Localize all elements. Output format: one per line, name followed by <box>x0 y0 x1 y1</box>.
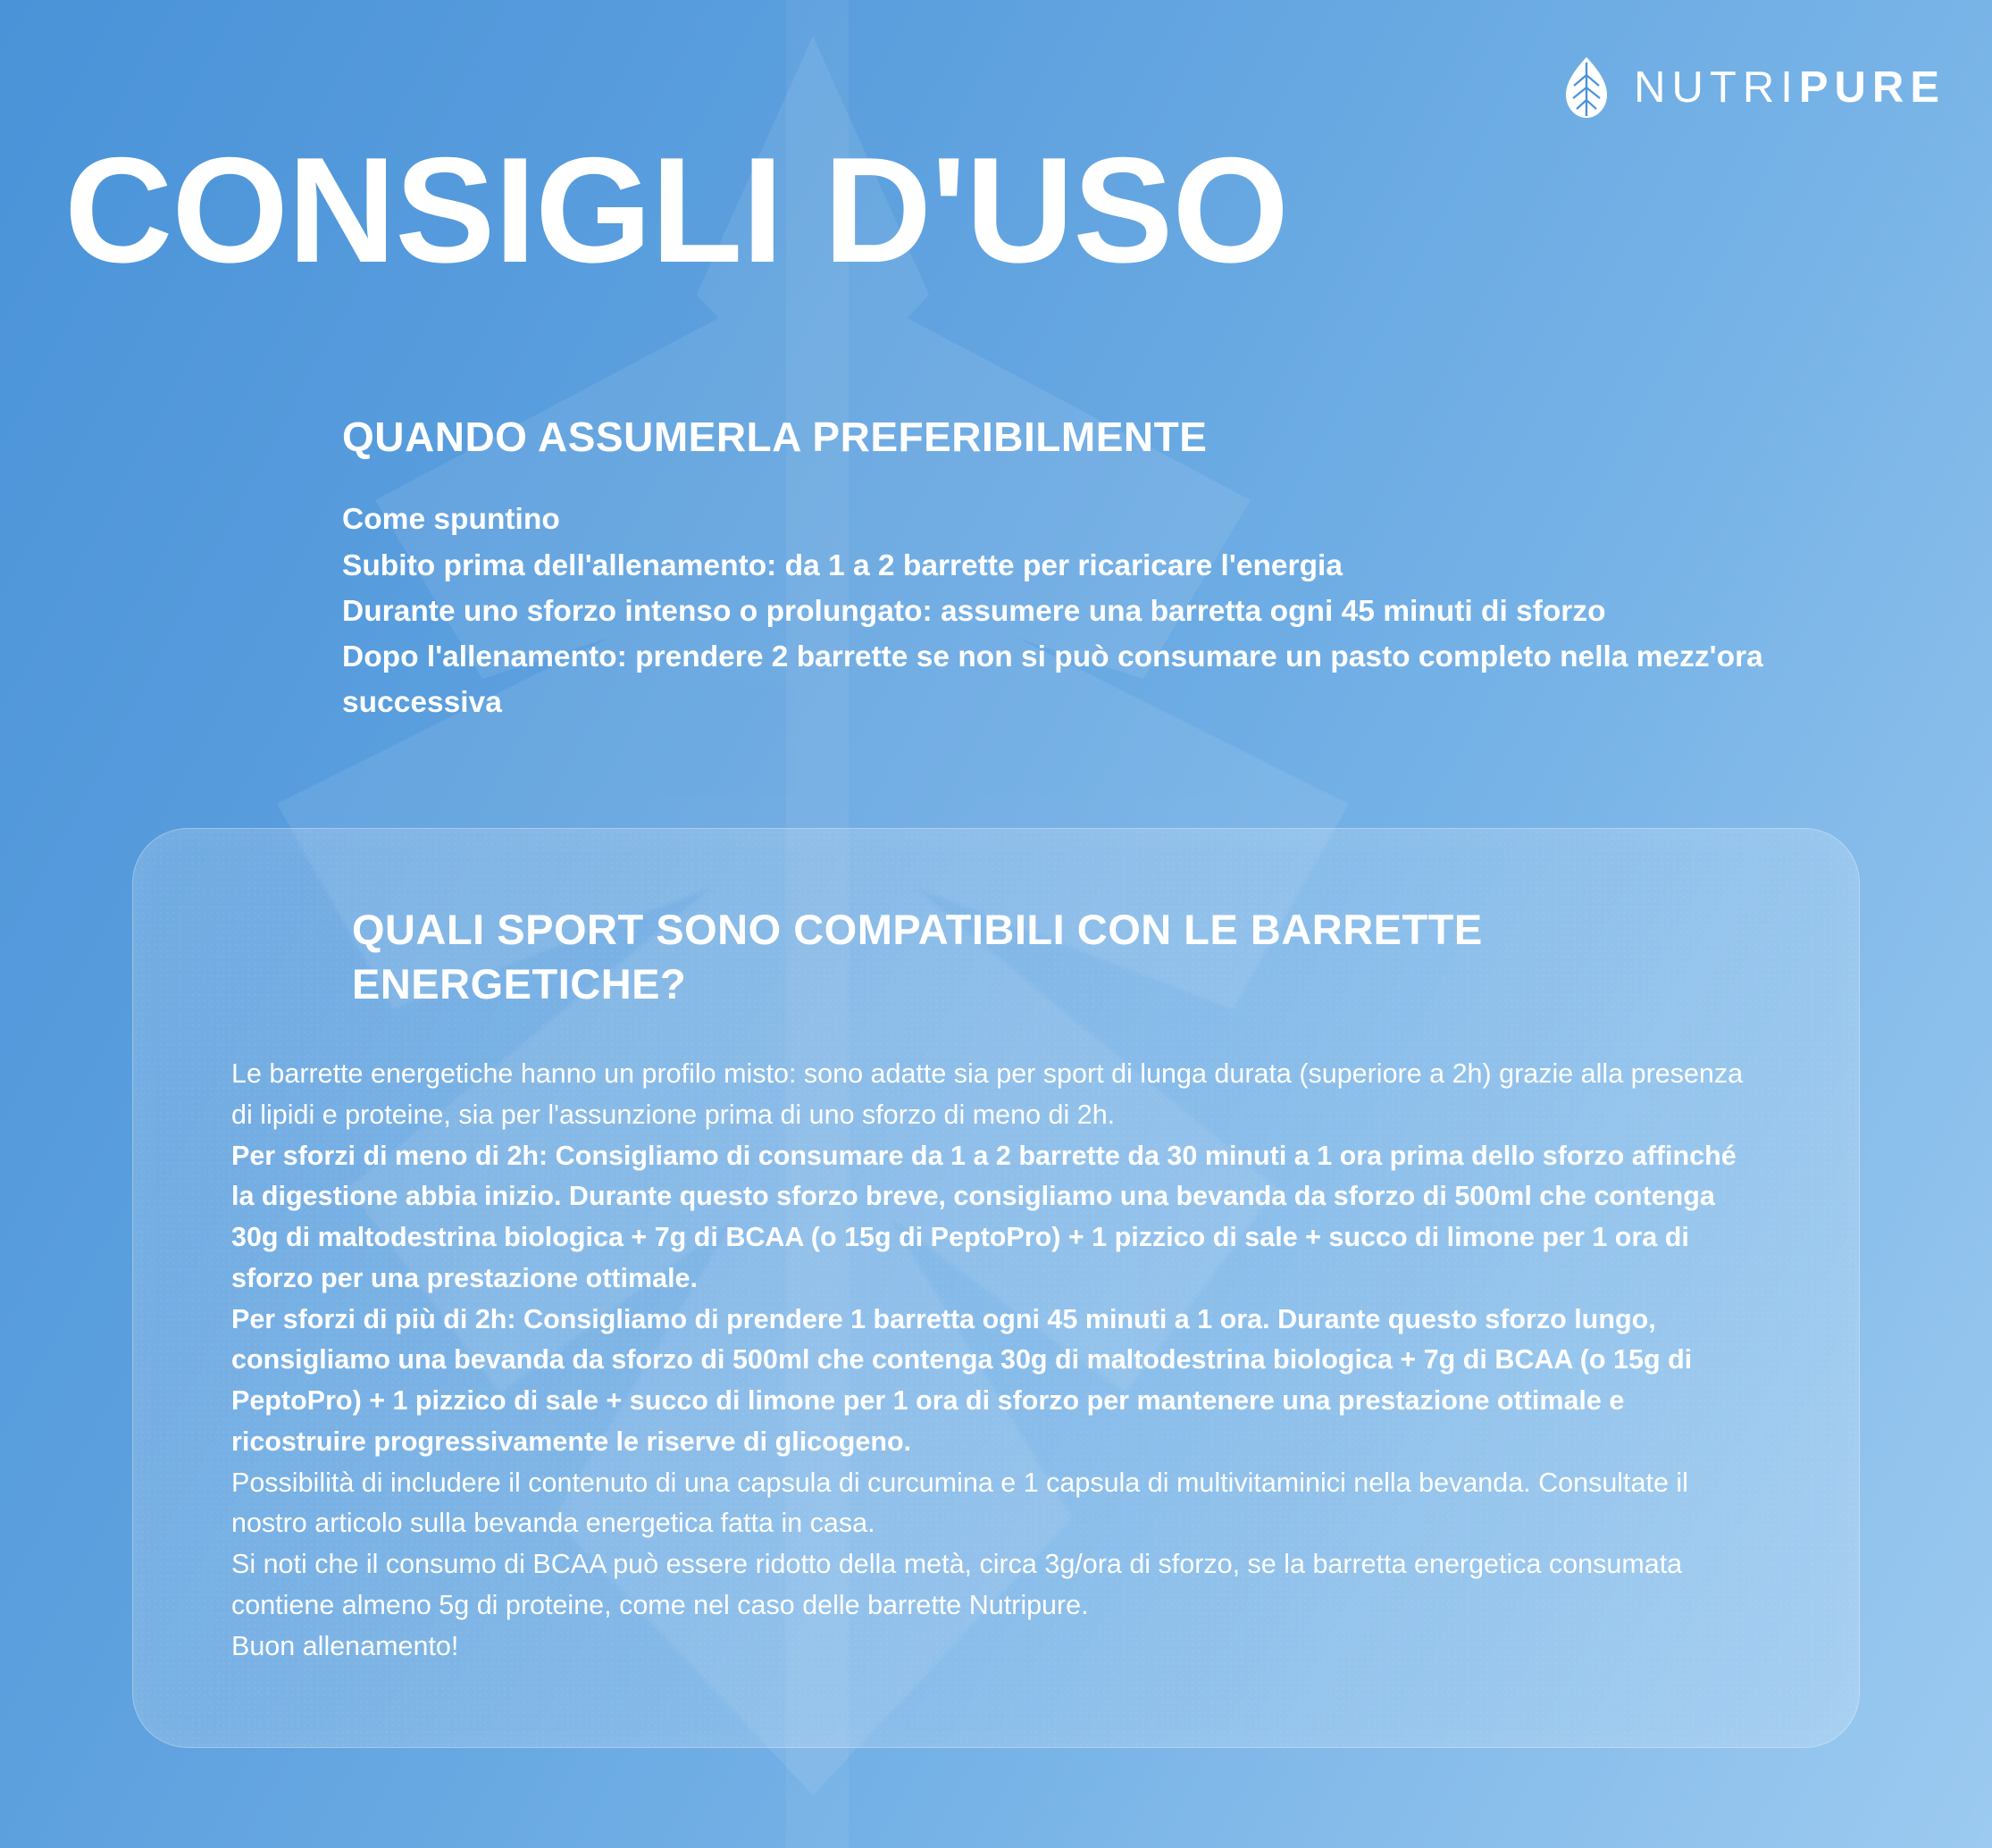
section-one-line: Subito prima dell'allenamento: da 1 a 2 barrette per ricaricare l'energia <box>342 548 1343 582</box>
card-content <box>231 902 1761 1667</box>
leaf-icon <box>1562 55 1611 120</box>
card-paragraph: Possibilità di includere il contenuto di una capsula di curcumina e 1 capsula di multivitaminici nella bevanda. Consultate il nostro articolo sulla bevanda energetica fatta in casa. <box>231 1467 1688 1539</box>
card-paragraph: Per sforzi di meno di 2h: Consigliamo di consumare da 1 a 2 barrette da 30 minuti a 1 ora prima dello sforzo affinché la digestione abbia inizio. Durante questo sforzo breve, consigliamo una bevanda da sforzo di 500ml che contenga 30g di maltodestrina biologica + 7g di BCAA (o 15g di PeptoPro) + 1 pizzico di sale + succo di limone per 1 ora di sforzo per una prestazione ottimale. <box>231 1140 1737 1293</box>
section-one-body <box>342 497 1876 725</box>
sports-compatibility-card <box>132 828 1860 1748</box>
card-paragraph: Le barrette energetiche hanno un profilo misto: sono adatte sia per sport di lunga durata (superiore a 2h) grazie alla presenza di lipidi e proteine, sia per l'assunzione prima di uno sforzo di meno di 2h. <box>231 1058 1744 1130</box>
section-when-to-take <box>342 413 1876 726</box>
section-one-line: Come spuntino <box>342 503 560 537</box>
card-paragraph: Buon allenamento! <box>231 1630 459 1661</box>
brand-name <box>1634 63 1946 113</box>
card-heading: QUALI SPORT SONO COMPATIBILI CON LE BARRETTE ENERGETICHE? <box>352 906 1483 1008</box>
brand-name-first: NUTRI <box>1634 63 1799 112</box>
section-one-line: Durante uno sforzo intenso o prolungato: assumere una barretta ogni 45 minuti di sforzo <box>342 594 1606 628</box>
section-one-heading: QUANDO ASSUMERLA PREFERIBILMENTE <box>342 414 1208 460</box>
card-body <box>231 1054 1761 1667</box>
section-one-line: Dopo l'allenamento: prendere 2 barrette se non si può consumare un pasto completo nella mezz'ora successiva <box>342 640 1763 720</box>
card-paragraph: Si noti che il consumo di BCAA può essere ridotto della metà, circa 3g/ora di sforzo, se la barretta energetica consumata contiene almeno 5g di proteine, come nel caso delle barrette Nutripure. <box>231 1549 1683 1620</box>
brand-logo <box>1562 55 1946 120</box>
brand-name-second: PURE <box>1798 63 1946 112</box>
page-title: CONSIGLI D'USO <box>64 126 1289 294</box>
card-paragraph: Per sforzi di più di 2h: Consigliamo di prendere 1 barretta ogni 45 minuti a 1 ora. Durante questo sforzo lungo, consigliamo una bevanda da sforzo di 500ml che contenga 30g di maltodestrina biologica + 7g di BCAA (o 15g di PeptoPro) + 1 pizzico di sale + succo di limone per 1 ora di sforzo per mantenere una prestazione ottimale e ricostruire progressivamente le riserve di glicogeno. <box>231 1303 1693 1457</box>
